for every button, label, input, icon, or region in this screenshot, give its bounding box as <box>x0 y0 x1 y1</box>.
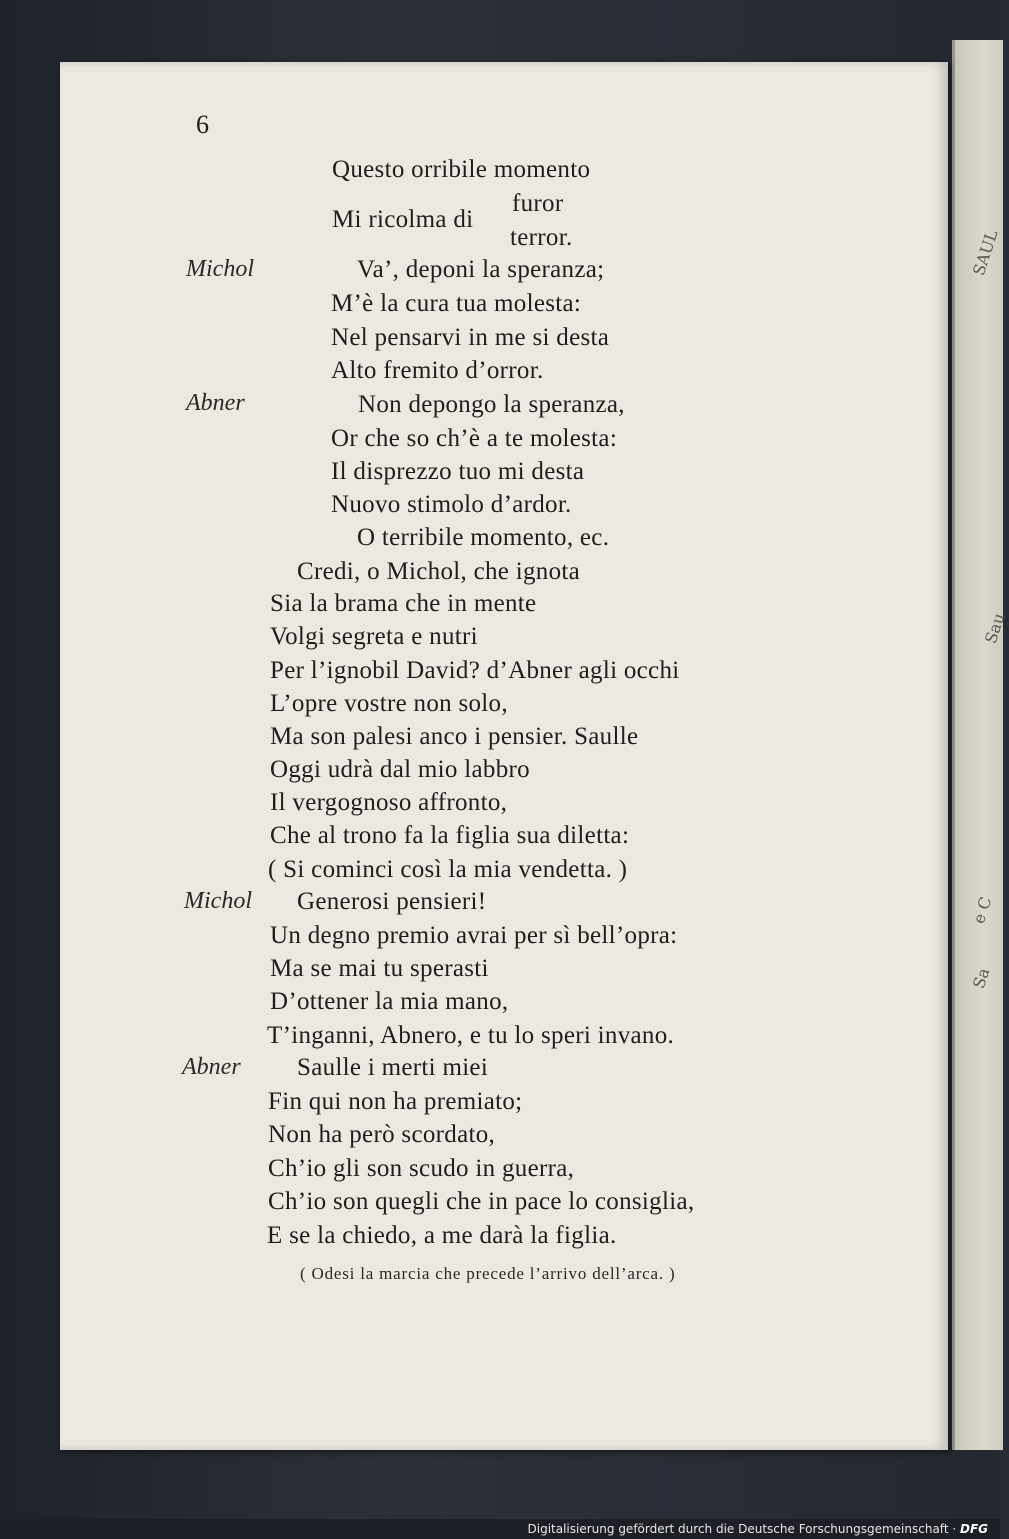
verse-line: Che al trono fa la figlia sua diletta: <box>270 822 630 849</box>
verse-line: Fin qui non ha premiato; <box>268 1088 523 1115</box>
verse-line: Nuovo stimolo d’ardor. <box>331 491 572 518</box>
footer-credit-text: Digitalisierung gefördert durch die Deutsche Forschungsgemeinschaft · <box>527 1522 957 1536</box>
stage-direction: ( Odesi la marcia che precede l’arrivo dell’arca. ) <box>300 1264 676 1283</box>
verse-line: D’ottener la mia mano, <box>270 988 509 1015</box>
verse-line: E se la chiedo, a me darà la figlia. <box>267 1222 617 1249</box>
verse-line: Ma se mai tu sperasti <box>270 955 489 982</box>
edge-fragment: e C <box>969 894 996 926</box>
page-number: 6 <box>196 110 209 139</box>
verse-line: ( Si cominci così la mia vendetta. ) <box>268 856 628 883</box>
verse-line: Volgi segreta e nutri <box>270 623 478 650</box>
verse-line: Va’, deponi la speranza; <box>357 256 605 283</box>
edge-fragment: Sa <box>969 965 994 991</box>
verse-line: L’opre vostre non solo, <box>270 690 508 717</box>
verse-line: Non depongo la speranza, <box>358 391 625 418</box>
verse-line: Per l’ignobil David? d’Abner agli occhi <box>270 657 680 684</box>
verse-line: furor <box>512 190 564 217</box>
verse-line: T’inganni, Abnero, e tu lo speri invano. <box>267 1022 675 1049</box>
edge-fragment: SAUL <box>969 227 1002 278</box>
speaker-label: Abner <box>182 1054 241 1080</box>
speaker-label: Michol <box>186 256 254 282</box>
edge-fragment: Sau <box>981 610 1009 646</box>
verse-line: Un degno premio avrai per sì bell’opra: <box>270 922 678 949</box>
verse-line: Or che so ch’è a te molesta: <box>331 425 618 452</box>
verse-line: Oggi udrà dal mio labbro <box>270 756 530 783</box>
verse-line: Mi ricolma di <box>332 206 474 233</box>
verse-line: Questo orribile momento <box>332 156 591 183</box>
verse-line: Credi, o Michol, che ignota <box>297 558 581 585</box>
dfg-logo: DFG <box>959 1522 988 1536</box>
verse-line: M’è la cura tua molesta: <box>331 290 582 317</box>
verse-line: Ch’io gli son scudo in guerra, <box>268 1155 575 1182</box>
verse-line: Ch’io son quegli che in pace lo consiglia, <box>268 1188 695 1215</box>
verse-line: Ma son palesi anco i pensier. Saulle <box>270 723 639 750</box>
verse-line: Generosi pensieri! <box>297 888 487 915</box>
speaker-label: Michol <box>184 888 252 914</box>
verse-line: Nel pensarvi in me si desta <box>331 324 610 351</box>
verse-line: Alto fremito d’orror. <box>331 357 544 384</box>
next-page-edge <box>952 40 1009 1450</box>
verse-line: Non ha però scordato, <box>268 1121 496 1148</box>
speaker-label: Abner <box>186 390 245 416</box>
verse-line: Sia la brama che in mente <box>270 590 537 617</box>
verse-line: terror. <box>510 224 573 251</box>
footer <box>528 1522 988 1536</box>
verse-line: Saulle i merti miei <box>297 1054 489 1081</box>
verse-line: Il disprezzo tuo mi desta <box>331 458 585 485</box>
verse-line: Il vergognoso affronto, <box>270 789 508 816</box>
verse-line: O terribile momento, ec. <box>357 524 610 551</box>
